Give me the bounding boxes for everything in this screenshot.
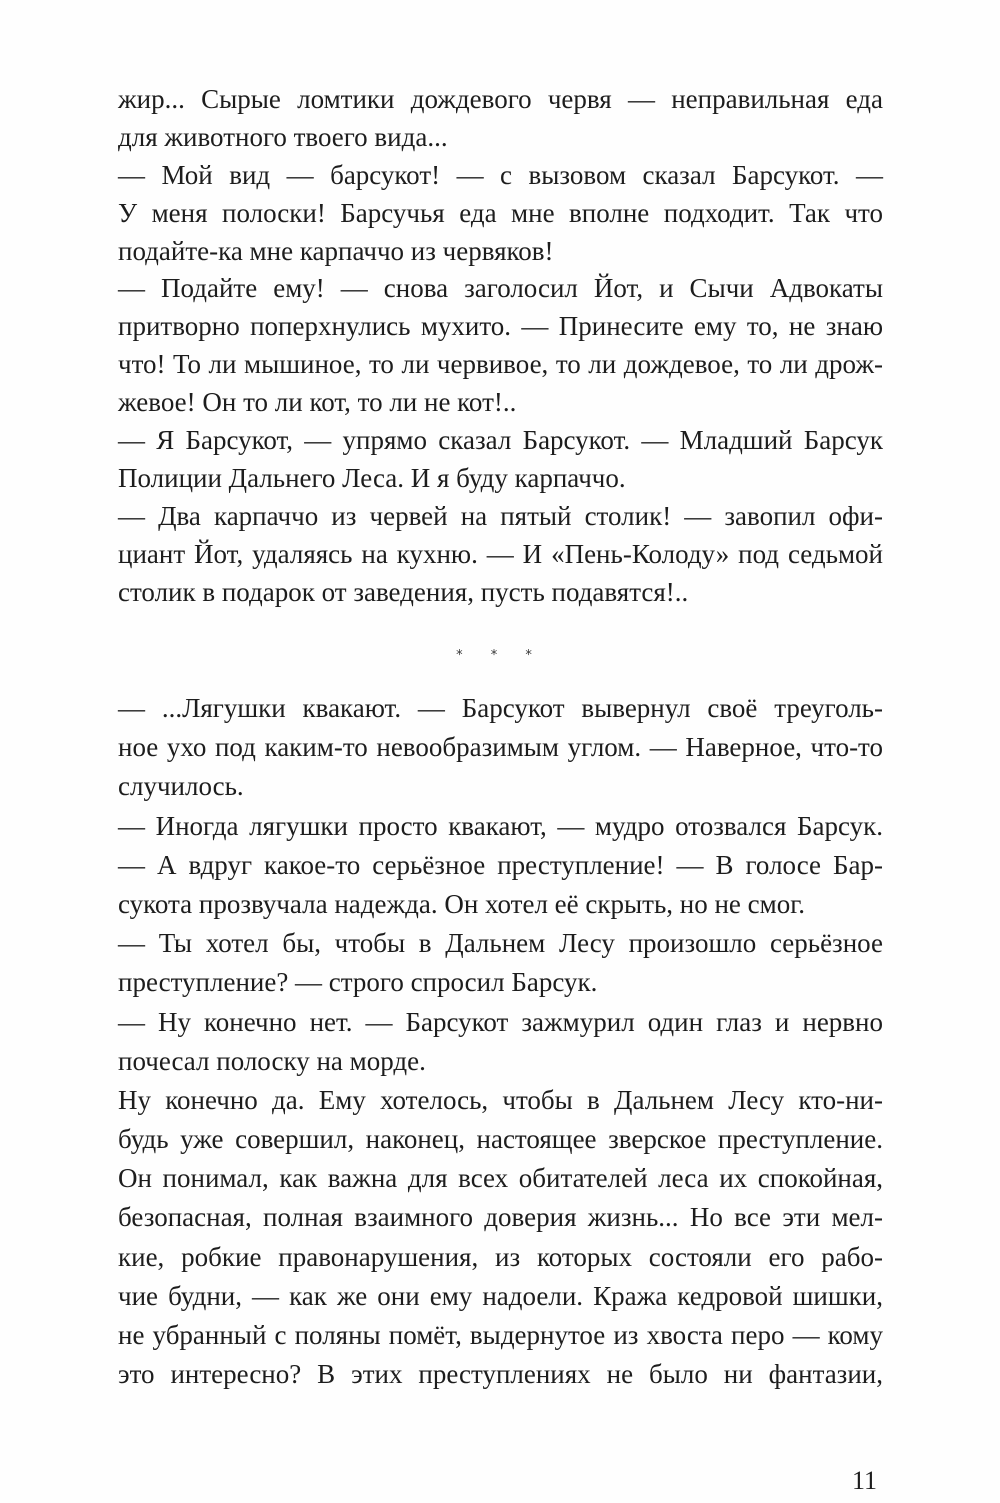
page-number: 11	[851, 1466, 877, 1495]
text-line: преступление? — строго спросил Барсук.	[118, 967, 598, 998]
text-line: — Я Барсукот, — упрямо сказал Барсукот. — Младший Барсук	[118, 425, 883, 456]
text-section-2	[118, 689, 883, 1394]
text-line: безопасная, полная взаимного доверия жизнь... Но все эти мел-	[118, 1202, 883, 1233]
text-line: — Иногда лягушки просто квакают, — мудро отозвался Барсук.	[118, 810, 883, 841]
text-line: для животного твоего вида...	[118, 121, 448, 152]
text-line: чие будни, — как же они ему надоели. Кража кедровой шишки,	[118, 1280, 883, 1311]
text-line: столик в подарок от заведения, пусть подавятся!..	[118, 576, 689, 607]
text-line: циант Йот, удаляясь на кухню. — И «Пень-Колоду» под седьмой	[118, 538, 883, 569]
text-line: Он понимал, как важна для всех обитателей леса их спокойная,	[118, 1163, 883, 1194]
text-line: подайте-ка мне карпаччо из червяков!	[118, 235, 554, 266]
text-line: это интересно? В этих преступлениях не было ни фантазии,	[118, 1359, 883, 1390]
section-separator: * * *	[456, 648, 544, 663]
text-line: кие, робкие правонарушения, из которых состояли его рабо-	[118, 1241, 883, 1272]
text-line: жевое! Он то ли кот, то ли не кот!..	[118, 387, 517, 418]
text-line: притворно поперхнулись мухито. — Принесите ему то, не знаю	[118, 311, 883, 342]
text-line: — Мой вид — барсукот! — с вызовом сказал Барсукот. —	[118, 159, 883, 190]
text-line: У меня полоски! Барсучья еда мне вполне подходит. Так что	[118, 197, 883, 228]
text-line: будь уже совершил, наконец, настоящее зверское преступление.	[118, 1124, 883, 1155]
text-line: что! То ли мышиное, то ли червивое, то ли дождевое, то ли дрож-	[118, 349, 883, 380]
text-line: Полиции Дальнего Леса. И я буду карпаччо.	[118, 462, 626, 493]
text-line: — Ну конечно нет. — Барсукот зажмурил один глаз и нервно	[118, 1006, 883, 1037]
text-line: — А вдруг какое-то серьёзное преступление! — В голосе Бар-	[118, 849, 883, 880]
text-line: сукота прозвучала надежда. Он хотел её скрыть, но не смог.	[118, 888, 805, 919]
text-line: не убранный с поляны помёт, выдернутое из хвоста перо — кому	[118, 1320, 883, 1350]
text-line: — Два карпаччо из червей на пятый столик! — завопил офи-	[118, 500, 883, 531]
text-line: — Подайте ему! — снова заголосил Йот, и Сычи Адвокаты	[118, 273, 883, 304]
text-line: жир... Сырые ломтики дождевого червя — неправильная еда	[118, 84, 883, 114]
text-line: Ну конечно да. Ему хотелось, чтобы в Дальнем Лесу кто-ни-	[118, 1084, 883, 1115]
text-line: почесал полоску на морде.	[118, 1045, 426, 1076]
text-line: — ...Лягушки квакают. — Барсукот вывернул своё треуголь-	[118, 693, 883, 723]
text-line: — Ты хотел бы, чтобы в Дальнем Лесу произошло серьёзное	[118, 928, 883, 959]
text-line: ное ухо под каким-то невообразимым углом. — Наверное, что-то	[118, 732, 883, 763]
text-section-1	[118, 81, 883, 611]
text-line: случилось.	[118, 771, 244, 802]
